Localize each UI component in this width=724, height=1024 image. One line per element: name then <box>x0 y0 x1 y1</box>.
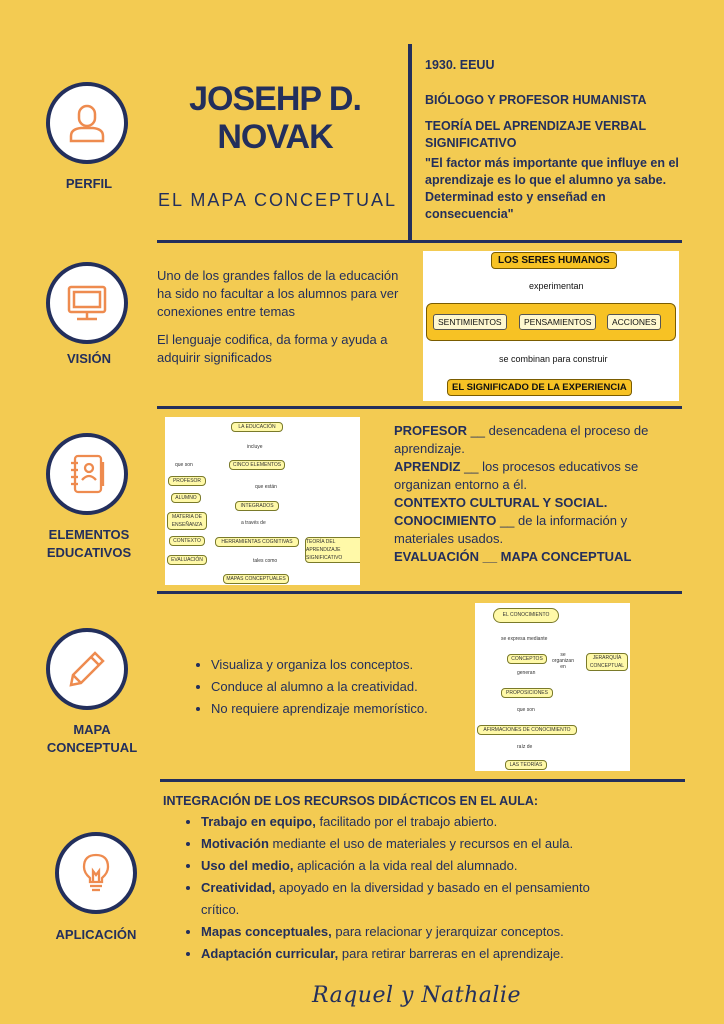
aplicacion-item: • Mapas conceptuales, para relacionar y jerarquizar conceptos. <box>201 921 608 943</box>
title-line-1: JOSEHP D. <box>189 80 361 118</box>
map-link: se organizan en <box>552 652 574 670</box>
monitor-icon <box>65 281 109 325</box>
fact-origin: 1930. EEUU <box>425 58 495 72</box>
fact-profession: BIÓLOGO Y PROFESOR HUMANISTA <box>425 93 647 107</box>
aplicacion-item: • Motivación mediante el uso de materiales y recursos en el aula. <box>201 833 608 855</box>
elementos-item: PROFESOR __ desencadena el proceso de aprendizaje. <box>394 423 649 456</box>
elementos-icon-circle <box>46 433 128 515</box>
diagram-item-3: ACCIONES <box>607 314 661 330</box>
map-node: CINCO ELEMENTOS <box>229 460 285 470</box>
aplicacion-label: APLICACIÓN <box>55 927 137 942</box>
map-link: raíz de <box>517 744 533 750</box>
divider-2 <box>157 406 682 409</box>
lightbulb-icon <box>74 851 118 895</box>
diagram-item-2: PENSAMIENTOS <box>519 314 596 330</box>
map-node: LAS TEORÍAS <box>505 760 547 770</box>
aplicacion-heading: INTEGRACIÓN DE LOS RECURSOS DIDÁCTICOS EN EL AULA: <box>163 794 539 808</box>
vision-para-2: El lenguaje codifica, da forma y ayuda a adquirir significados <box>157 332 388 365</box>
elementos-item: APRENDIZ __ los procesos educativos se organizan entorno a él. <box>394 459 639 492</box>
diagram-link-2: se combinan para construir <box>499 354 608 364</box>
elementos-label-line-2: EDUCATIVOS <box>46 545 132 560</box>
map-left-node: EVALUACIÓN <box>167 555 207 565</box>
map-link: incluye <box>247 444 263 450</box>
mapa-bullet: • Visualiza y organiza los conceptos. <box>211 654 463 676</box>
profile-icon-circle <box>46 82 128 164</box>
map-node: AFIRMACIONES DE CONOCIMIENTO <box>477 725 577 735</box>
aplicacion-item: • Creatividad, apoyado en la diversidad y basado en el pensamiento crítico. <box>201 877 608 921</box>
title-line-2: NOVAK <box>217 118 333 156</box>
map-link: tales como <box>253 558 278 564</box>
elementos-item: CONTEXTO CULTURAL Y SOCIAL. <box>394 495 608 510</box>
map-node: TEORÍA DEL APRENDIZAJE SIGNIFICATIVO <box>305 537 360 563</box>
map-node: MAPAS CONCEPTUALES <box>223 574 289 584</box>
profile-facts <box>425 57 695 223</box>
diagram-bottom-node: EL SIGNIFICADO DE LA EXPERIENCIA <box>447 379 632 396</box>
page-title <box>160 80 390 156</box>
person-icon <box>65 101 109 145</box>
mapa-icon-circle <box>46 628 128 710</box>
divider-3 <box>157 591 682 594</box>
subtitle: EL MAPA CONCEPTUAL <box>158 190 398 210</box>
map-node: INTEGRADOS <box>235 501 279 511</box>
pencil-icon <box>65 647 109 691</box>
map-left-node: MATERIA DE ENSEÑANZA <box>167 512 207 530</box>
elementos-item: EVALUACIÓN __ MAPA CONCEPTUAL <box>394 549 632 564</box>
header-vertical-divider <box>408 44 412 242</box>
mapa-bullets <box>193 654 463 720</box>
signature: Raquel y Nathalie <box>312 983 521 1008</box>
mapa-bullet: • No requiere aprendizaje memorístico. <box>211 698 463 720</box>
map-node: PROPOSICIONES <box>501 688 553 698</box>
map-left-node: ALUMNO <box>171 493 201 503</box>
vision-icon-circle <box>46 262 128 344</box>
aplicacion-item: • Trabajo en equipo, facilitado por el trabajo abierto. <box>201 811 608 833</box>
map-node: CONCEPTOS <box>507 654 547 664</box>
map-link: que están <box>255 484 277 490</box>
vision-para-1: Uno de los grandes fallos de la educación ha sido no facultar a los alumnos para ver conexiones entre temas <box>157 268 399 319</box>
vision-diagram <box>423 251 679 401</box>
map-root: EL CONOCIMIENTO <box>493 608 559 623</box>
aplicacion-item: • Uso del medio, aplicación a la vida real del alumnado. <box>201 855 608 877</box>
perfil-label: PERFIL <box>65 176 113 191</box>
divider-4 <box>160 779 685 782</box>
map-left-node: CONTEXTO <box>169 536 205 546</box>
aplicacion-icon-circle <box>55 832 137 914</box>
map-node: HERRAMIENTAS COGNITIVAS <box>215 537 299 547</box>
map-link: se expresa mediante <box>501 636 548 642</box>
divider-1 <box>157 240 682 243</box>
vision-label: VISIÓN <box>66 351 112 366</box>
map-left-node: PROFESOR <box>168 476 206 486</box>
mapa-label <box>36 721 148 757</box>
diagram-top-node: LOS SERES HUMANOS <box>491 252 617 269</box>
map-link: que son <box>175 462 193 468</box>
conocimiento-concept-map <box>475 603 630 771</box>
fact-quote: "El factor más importante que influye en el aprendizaje es lo que el alumno ya sabe. Determinad esto y enseñad en consecuencia" <box>425 156 679 221</box>
mapa-bullet: • Conduce al alumno a la creatividad. <box>211 676 463 698</box>
elementos-list <box>394 422 686 566</box>
elementos-label <box>36 526 142 562</box>
mapa-label-line-2: CONCEPTUAL <box>46 740 138 755</box>
fact-theory: TEORÍA DEL APRENDIZAJE VERBAL SIGNIFICATIVO <box>425 119 646 150</box>
notebook-icon <box>65 452 109 496</box>
elementos-label-line-1: ELEMENTOS <box>48 527 130 542</box>
aplicacion-item: • Adaptación curricular, para retirar barreras en el aprendizaje. <box>201 943 608 965</box>
map-node: JERARQUÍA CONCEPTUAL <box>586 653 628 671</box>
vision-text <box>157 267 412 367</box>
aplicacion-list <box>183 811 608 965</box>
elementos-item: CONOCIMIENTO __ de la información y materiales usados. <box>394 513 628 546</box>
map-link: a través de <box>241 520 266 526</box>
educacion-concept-map <box>165 417 360 585</box>
mapa-label-line-1: MAPA <box>73 722 111 737</box>
map-link: que son <box>517 707 535 713</box>
diagram-link-1: experimentan <box>529 281 584 291</box>
diagram-item-1: SENTIMIENTOS <box>433 314 507 330</box>
map-link: generan <box>517 670 536 676</box>
map-root: LA EDUCACIÓN <box>231 422 283 432</box>
